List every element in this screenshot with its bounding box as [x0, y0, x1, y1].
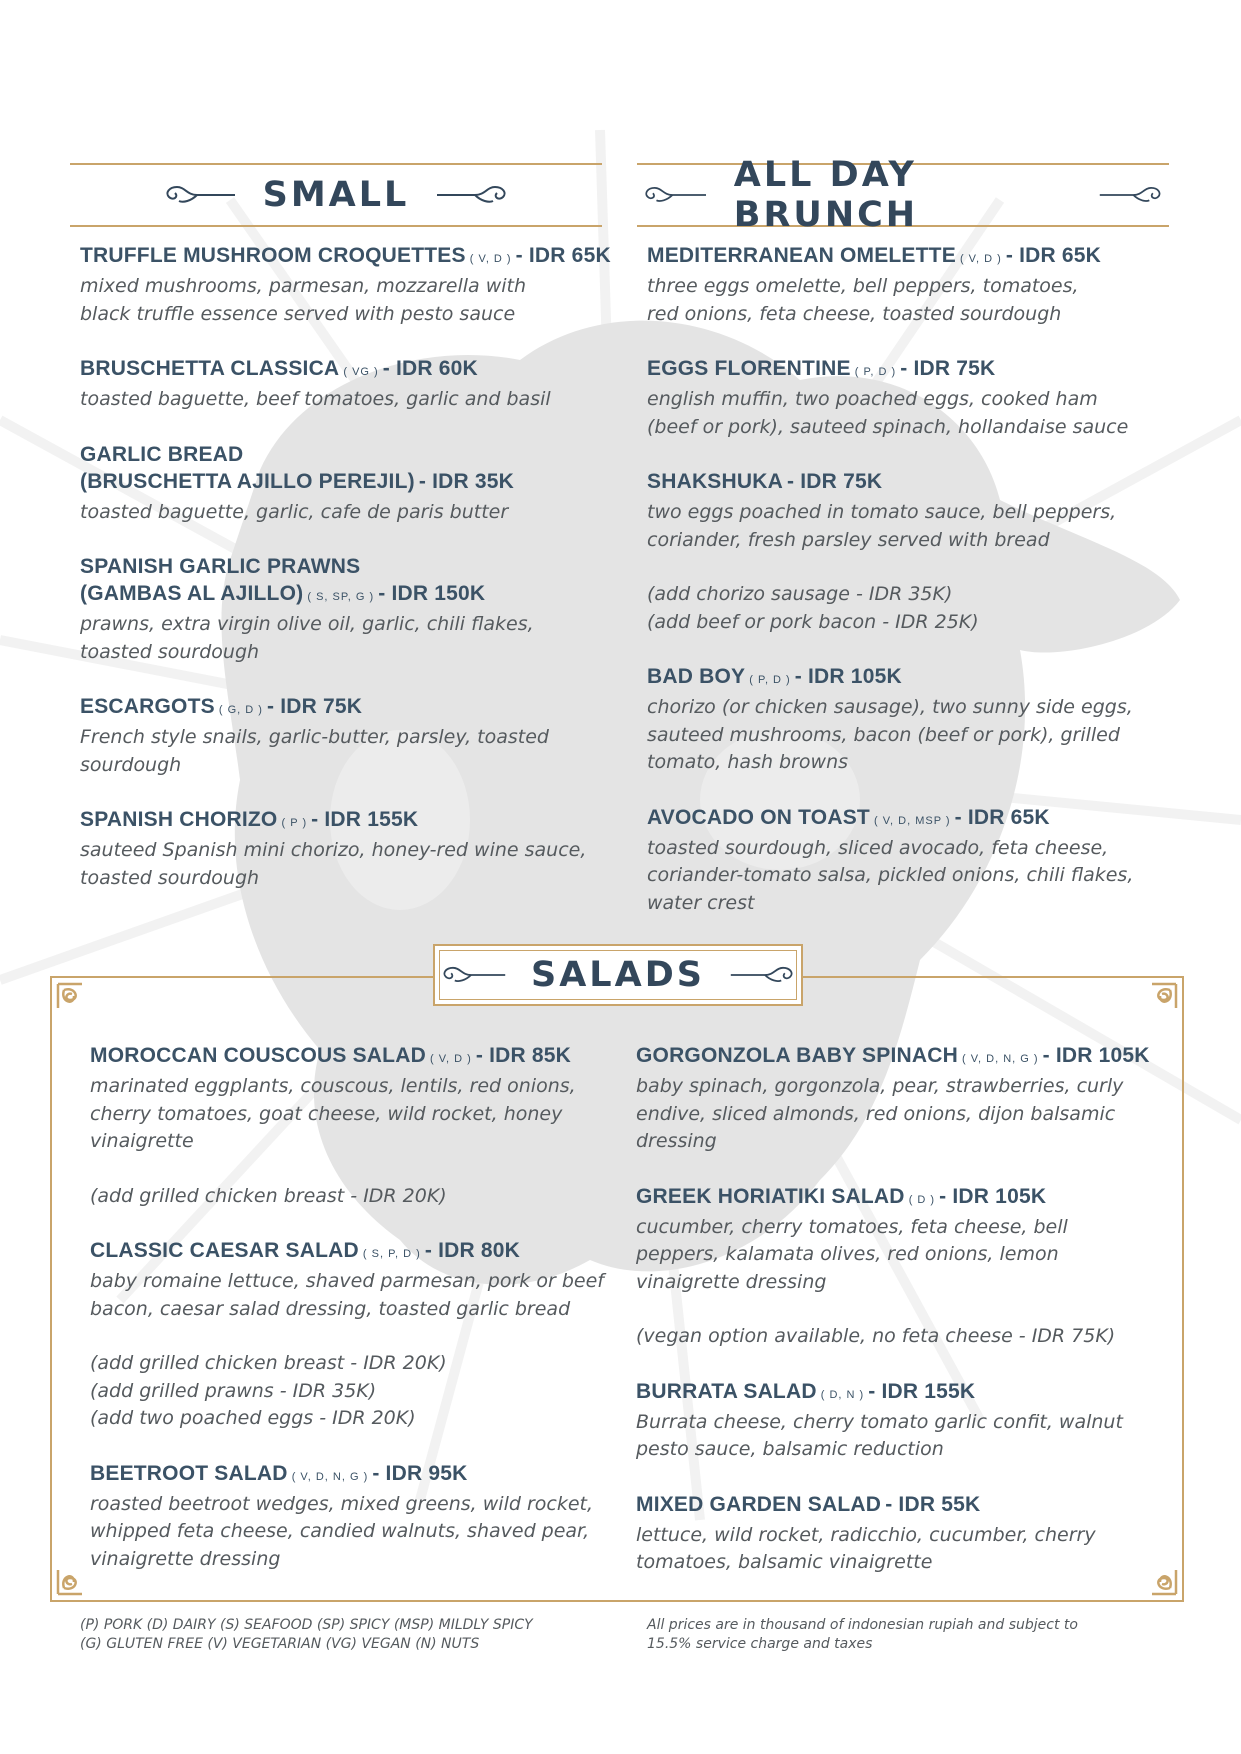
item-description: toasted baguette, garlic, cafe de paris butter	[80, 500, 509, 523]
item-description: toasted baguette, beef tomatoes, garlic and basil	[80, 388, 551, 410]
small-section-title: SMALL	[262, 175, 410, 215]
item-price: - IDR 75K	[267, 695, 363, 718]
dietary-tags: ( V, D )	[955, 253, 1006, 265]
legend-line: (P) PORK (D) DAIRY (S) SEAFOOD (SP) SPICY (MSP) MILDLY SPICY	[80, 1617, 533, 1633]
item-price: - IDR 35K	[418, 469, 515, 493]
menu-item	[647, 355, 1207, 441]
addon-option: (add chorizo sausage - IDR 35K)	[647, 583, 953, 605]
dietary-tags: ( VG )	[339, 366, 383, 378]
item-description: dressing	[636, 1130, 717, 1152]
item-price: - IDR 65K	[1005, 244, 1101, 267]
item-name: SPANISH GARLIC PRAWNS	[80, 555, 361, 578]
dietary-tags: ( S, SP, G )	[303, 591, 379, 603]
item-name: SPANISH CHORIZO	[80, 808, 278, 831]
item-price: - IDR 60K	[382, 357, 478, 380]
menu-item	[80, 441, 620, 527]
item-name: MOROCCAN COUSCOUS SALAD	[90, 1044, 426, 1067]
item-name: GARLIC BREAD	[80, 442, 244, 466]
legend-line: (G) GLUTEN FREE (V) VEGETARIAN (VG) VEGAN (N) NUTS	[80, 1636, 480, 1652]
item-name-line2: (GAMBAS AL AJILLO)	[80, 582, 304, 605]
item-description: cucumber, cherry tomatoes, feta cheese, bell	[636, 1215, 1068, 1238]
item-description: sauteed mushrooms, bacon (beef or pork), grilled	[647, 723, 1120, 746]
menu-item	[647, 242, 1207, 328]
item-name: BEETROOT SALAD	[90, 1461, 288, 1485]
item-name: CLASSIC CAESAR SALAD	[90, 1239, 359, 1262]
item-price: - IDR 155K	[868, 1379, 976, 1403]
dietary-tags: ( V, D )	[425, 1053, 476, 1065]
item-description: sourdough	[80, 753, 182, 776]
item-description: cherry tomatoes, goat cheese, wild rocket, honey	[90, 1102, 563, 1125]
item-description: lettuce, wild rocket, radicchio, cucumber, cherry	[636, 1523, 1096, 1546]
item-description: coriander-tomato salsa, pickled onions, chili flakes,	[647, 864, 1134, 886]
item-description: baby romaine lettuce, shaved parmesan, pork or beef	[90, 1270, 604, 1292]
item-name: TRUFFLE MUSHROOM CROQUETTES	[80, 244, 466, 267]
salads-section-header	[433, 944, 803, 1006]
item-price: - IDR 155K	[311, 808, 419, 831]
menu-item	[636, 1042, 1176, 1156]
menu-item	[80, 242, 620, 328]
item-description: prawns, extra virgin olive oil, garlic, chili flakes,	[80, 613, 534, 635]
menu-item	[90, 1042, 610, 1156]
addon-option: (add grilled chicken breast - IDR 20K)	[90, 1184, 447, 1207]
item-name: MIXED GARDEN SALAD	[636, 1492, 882, 1516]
dietary-tags: ( V, D )	[465, 253, 516, 265]
item-description: baby spinach, gorgonzola, pear, strawberries, curly	[636, 1075, 1124, 1097]
item-price: - IDR 105K	[1042, 1044, 1150, 1067]
item-description: pesto sauce, balsamic reduction	[636, 1438, 944, 1460]
item-name: GREEK HORIATIKI SALAD	[636, 1184, 905, 1208]
addon-list	[636, 1323, 1176, 1351]
item-name: MEDITERRANEAN OMELETTE	[647, 244, 956, 267]
menu-item	[647, 468, 1207, 554]
item-description: three eggs omelette, bell peppers, tomatoes,	[647, 275, 1079, 297]
item-description: whipped feta cheese, candied walnuts, shaved pear,	[90, 1520, 590, 1542]
addon-option: (add two poached eggs - IDR 20K)	[90, 1407, 416, 1429]
dietary-tags: ( V, D, N, G )	[957, 1053, 1043, 1065]
item-price: - IDR 95K	[372, 1461, 468, 1485]
small-section-header	[70, 163, 602, 227]
dietary-legend	[80, 1616, 620, 1654]
menu-item	[90, 1460, 610, 1574]
item-price: - IDR 75K	[787, 470, 883, 493]
small-menu-list	[80, 242, 620, 919]
left-flourish-icon	[157, 184, 237, 206]
item-description: roasted beetroot wedges, mixed greens, wild rocket,	[90, 1492, 594, 1515]
brunch-menu-list	[647, 242, 1207, 944]
right-flourish-icon	[1098, 184, 1169, 206]
addon-option: (add grilled chicken breast - IDR 20K)	[90, 1352, 447, 1374]
item-price: - IDR 105K	[939, 1184, 1047, 1208]
menu-item	[90, 1237, 610, 1323]
salads-section-title: SALADS	[531, 955, 705, 995]
right-flourish-icon	[729, 964, 801, 986]
menu-item	[647, 804, 1207, 918]
item-name: EGGS FLORENTINE	[647, 357, 851, 380]
item-description: two eggs poached in tomato sauce, bell peppers,	[647, 501, 1117, 523]
item-price: - IDR 150K	[378, 582, 486, 605]
item-description: toasted sourdough	[80, 640, 260, 663]
item-description: peppers, kalamata olives, red onions, lemon	[636, 1243, 1059, 1265]
item-description: water crest	[647, 891, 755, 914]
item-description: Burrata cheese, cherry tomato garlic confit, walnut	[636, 1410, 1123, 1433]
item-description: vinaigrette dressing	[636, 1270, 827, 1293]
item-description: bacon, caesar salad dressing, toasted garlic bread	[90, 1297, 571, 1320]
menu-item	[636, 1183, 1176, 1297]
item-description: tomato, hash browns	[647, 751, 849, 773]
item-description: mixed mushrooms, parmesan, mozzarella with	[80, 275, 527, 297]
right-flourish-icon	[435, 184, 515, 206]
menu-item	[80, 355, 620, 414]
dietary-tags: ( S, P, D )	[358, 1248, 425, 1260]
left-flourish-icon	[637, 184, 708, 206]
price-note-line: 15.5% service charge and taxes	[647, 1636, 873, 1652]
brunch-section-title: ALL DAY BRUNCH	[733, 155, 919, 235]
item-description: vinaigrette	[90, 1130, 194, 1152]
brunch-section-header	[637, 155, 1169, 235]
item-description: tomatoes, balsamic vinaigrette	[636, 1551, 933, 1573]
menu-item	[80, 553, 620, 666]
item-price: - IDR 55K	[885, 1492, 981, 1516]
item-price: - IDR 75K	[900, 357, 996, 380]
menu-item	[80, 693, 620, 779]
item-description: black truffle essence served with pesto sauce	[80, 302, 516, 325]
dietary-tags: ( D, N )	[816, 1388, 869, 1401]
addon-option: (add beef or pork bacon - IDR 25K)	[647, 610, 979, 633]
price-note	[647, 1616, 1187, 1654]
item-price: - IDR 65K	[954, 805, 1050, 829]
item-price: - IDR 65K	[515, 244, 611, 267]
dietary-tags: ( P, D )	[745, 674, 795, 686]
item-description: chorizo (or chicken sausage), two sunny side eggs,	[647, 696, 1133, 718]
corner-ornament-icon	[56, 982, 96, 1022]
item-name: SHAKSHUKA	[647, 470, 783, 493]
item-name: BURRATA SALAD	[636, 1379, 817, 1403]
item-description: red onions, feta cheese, toasted sourdough	[647, 302, 1062, 325]
addon-option: (add grilled prawns - IDR 35K)	[90, 1379, 377, 1402]
addon-list	[90, 1350, 610, 1433]
menu-item	[636, 1491, 1176, 1577]
item-description: sauteed Spanish mini chorizo, honey-red wine sauce,	[80, 839, 587, 861]
item-name: BAD BOY	[647, 665, 746, 688]
item-price: - IDR 105K	[794, 665, 902, 688]
dietary-tags: ( G, D )	[214, 704, 267, 716]
addon-list	[90, 1183, 610, 1211]
item-price: - IDR 80K	[424, 1239, 520, 1262]
item-description: vinaigrette dressing	[90, 1547, 281, 1570]
addon-list	[647, 581, 1207, 636]
item-description: toasted sourdough	[80, 866, 260, 889]
item-name: ESCARGOTS	[80, 695, 215, 718]
menu-item	[647, 663, 1207, 777]
dietary-tags: ( V, D, MSP )	[869, 814, 955, 827]
dietary-tags: ( D )	[904, 1193, 940, 1206]
dietary-tags: ( P )	[277, 817, 312, 829]
item-description: marinated eggplants, couscous, lentils, red onions,	[90, 1075, 576, 1097]
salads-right-list	[636, 1042, 1176, 1604]
item-description: english muffin, two poached eggs, cooked ham	[647, 388, 1098, 410]
menu-item	[80, 806, 620, 892]
item-description: toasted sourdough, sliced avocado, feta cheese,	[647, 836, 1109, 859]
item-name: AVOCADO ON TOAST	[647, 805, 870, 829]
left-flourish-icon	[435, 964, 507, 986]
item-name-line2: (BRUSCHETTA AJILLO PEREJIL)	[80, 469, 415, 493]
item-description: coriander, fresh parsley served with bread	[647, 528, 1050, 551]
price-note-line: All prices are in thousand of indonesian rupiah and subject to	[647, 1617, 1078, 1633]
menu-item	[636, 1378, 1176, 1464]
dietary-tags: ( V, D, N, G )	[287, 1470, 373, 1483]
corner-ornament-icon	[1138, 982, 1178, 1022]
addon-option: (vegan option available, no feta cheese - IDR 75K)	[636, 1325, 1116, 1347]
item-name: BRUSCHETTA CLASSICA	[80, 357, 340, 380]
item-name: GORGONZOLA BABY SPINACH	[636, 1044, 958, 1067]
item-description: (beef or pork), sauteed spinach, hollandaise sauce	[647, 415, 1129, 438]
item-description: endive, sliced almonds, red onions, dijon balsamic	[636, 1102, 1116, 1125]
item-price: - IDR 85K	[475, 1044, 572, 1067]
item-description: French style snails, garlic-butter, parsley, toasted	[80, 726, 549, 748]
dietary-tags: ( P, D )	[850, 366, 901, 378]
salads-left-list	[90, 1042, 610, 1600]
